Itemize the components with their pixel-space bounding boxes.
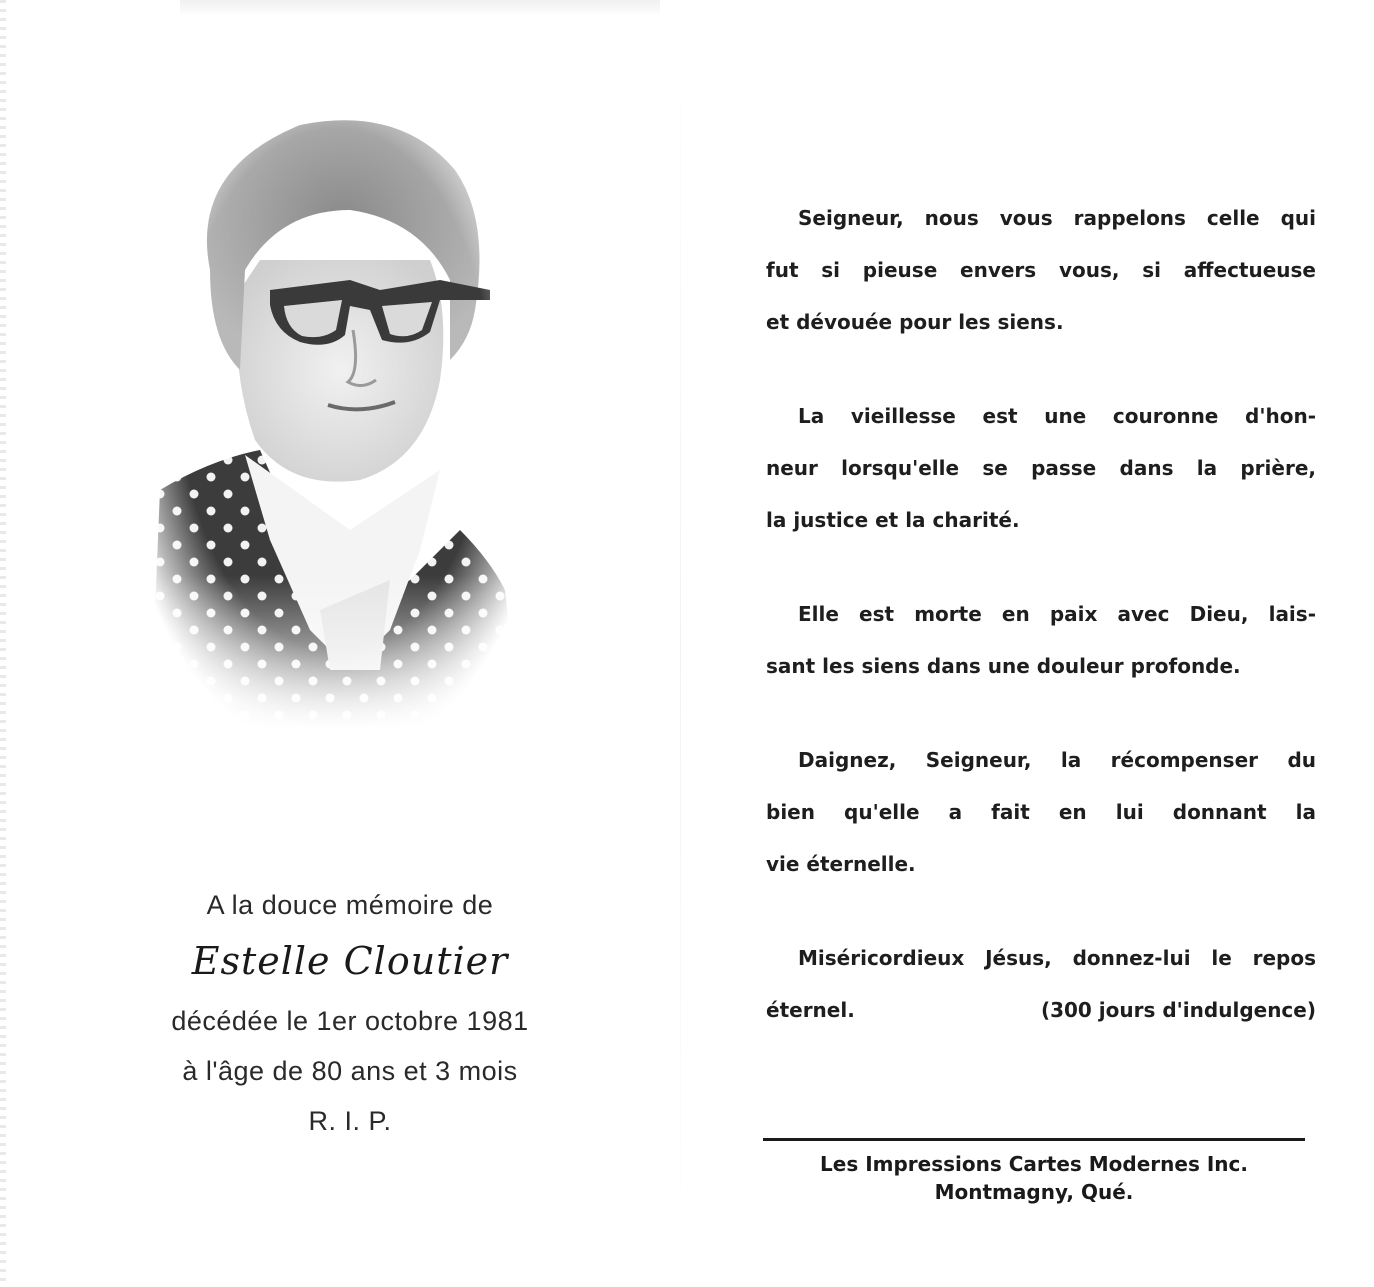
- prayer-paragraph: [766, 932, 1316, 1036]
- card-fold-line: [680, 20, 681, 1270]
- card-left-edge: [0, 0, 6, 1287]
- prayer-line: La vieillesse est une couronne d'hon-: [798, 404, 1316, 428]
- publisher-name: Les Impressions Cartes Modernes Inc.: [820, 1152, 1248, 1176]
- age-at-death: à l'âge de 80 ans et 3 mois: [182, 1056, 518, 1086]
- prayer-text: [766, 192, 1316, 1078]
- prayer-line: la justice et la charité.: [766, 508, 1020, 532]
- prayer-line: fut si pieuse envers vous, si affectueuse: [766, 258, 1316, 282]
- prayer-closing-line: [766, 984, 1316, 1036]
- prayer-line: Daignez, Seigneur, la récompenser du: [798, 748, 1316, 772]
- memorial-intro: A la douce mémoire de: [206, 890, 494, 920]
- publisher-imprint: [763, 1150, 1305, 1206]
- prayer-line: Elle est morte en paix avec Dieu, lais-: [798, 602, 1316, 626]
- prayer-line: Seigneur, nous vous rappelons celle qui: [798, 206, 1316, 230]
- memorial-block: [120, 880, 580, 1146]
- prayer-line: Miséricordieux Jésus, donnez-lui le repos: [798, 946, 1316, 970]
- portrait-photo: [150, 110, 520, 730]
- publisher-city: Montmagny, Qué.: [934, 1180, 1134, 1204]
- prayer-paragraph: [766, 192, 1316, 348]
- indulgence-note: (300 jours d'indulgence): [1040, 998, 1316, 1022]
- prayer-line: neur lorsqu'elle se passe dans la prière,: [766, 456, 1316, 480]
- rip-text: R. I. P.: [308, 1106, 392, 1136]
- prayer-line: bien qu'elle a fait en lui donnant la: [766, 800, 1316, 824]
- scan-shadow: [180, 0, 660, 16]
- prayer-line: et dévouée pour les siens.: [766, 310, 1064, 334]
- prayer-line: vie éternelle.: [766, 852, 916, 876]
- prayer-closing-word: éternel.: [766, 998, 855, 1022]
- prayer-line: sant les siens dans une douleur profonde.: [766, 654, 1241, 678]
- prayer-paragraph: [766, 390, 1316, 546]
- deceased-name: Estelle Cloutier: [191, 939, 509, 983]
- prayer-paragraph: [766, 588, 1316, 692]
- death-date: décédée le 1er octobre 1981: [171, 1006, 529, 1036]
- publisher-divider: [763, 1138, 1305, 1141]
- prayer-paragraph: [766, 734, 1316, 890]
